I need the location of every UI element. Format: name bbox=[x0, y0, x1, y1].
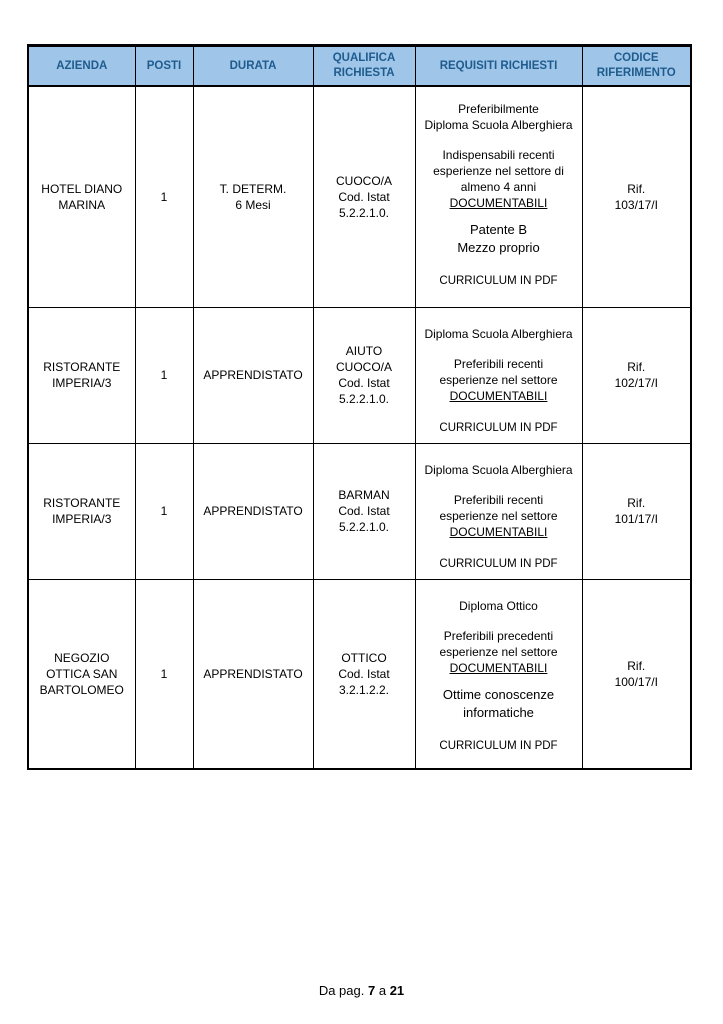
header-qualifica-line1: QUALIFICA bbox=[332, 52, 396, 64]
requisiti-line: Indispensabili recenti bbox=[442, 148, 555, 162]
qualifica-line: 3.2.1.2.2. bbox=[338, 682, 390, 697]
azienda-line: IMPERIA/3 bbox=[52, 512, 112, 526]
requisiti-line: informatiche bbox=[463, 704, 534, 720]
qualifica-line: OTTICO bbox=[341, 650, 387, 665]
cell-qualifica bbox=[313, 86, 415, 307]
curriculum-note: CURRICULUM IN PDF bbox=[439, 275, 558, 287]
job-offers-table bbox=[27, 44, 692, 770]
cell-durata bbox=[193, 86, 313, 307]
cell-posti: 1 bbox=[135, 443, 193, 579]
cell-qualifica bbox=[313, 307, 415, 443]
requisiti-line: esperienze nel settore bbox=[439, 508, 558, 523]
qualifica-line: AIUTO bbox=[345, 344, 383, 358]
header-qualifica bbox=[313, 46, 415, 87]
requisiti-line: esperienze nel settore bbox=[439, 644, 558, 659]
azienda-line: OTTICA SAN bbox=[46, 666, 118, 681]
requisiti-line: Mezzo proprio bbox=[457, 240, 540, 255]
durata-line: T. DETERM. bbox=[219, 181, 287, 196]
cell-durata: APPRENDISTATO bbox=[193, 579, 313, 769]
codice-line: Rif. bbox=[627, 360, 646, 374]
cell-requisiti bbox=[415, 443, 582, 579]
cell-codice bbox=[582, 86, 691, 307]
page-footer bbox=[0, 983, 723, 998]
cell-codice bbox=[582, 443, 691, 579]
header-durata: DURATA bbox=[193, 46, 313, 87]
azienda-line: HOTEL DIANO bbox=[41, 181, 123, 196]
durata-line: 6 Mesi bbox=[235, 197, 271, 212]
table-header-row bbox=[28, 46, 691, 87]
footer-prefix: Da pag. bbox=[318, 983, 365, 998]
footer-total-pages: 21 bbox=[389, 983, 405, 998]
requisiti-line: Diploma Scuola Alberghiera bbox=[424, 326, 573, 341]
requisiti-line: Diploma Scuola Alberghiera bbox=[424, 118, 573, 132]
documentabili-label: DOCUMENTABILI bbox=[449, 524, 548, 539]
table-row bbox=[28, 579, 691, 769]
azienda-line: IMPERIA/3 bbox=[52, 376, 112, 390]
qualifica-line: 5.2.2.1.0. bbox=[338, 520, 390, 534]
requisiti-line: Preferibili recenti bbox=[453, 492, 544, 507]
requisiti-line: Preferibili precedenti bbox=[443, 628, 554, 643]
codice-line: 102/17/I bbox=[614, 376, 658, 390]
header-posti: POSTI bbox=[135, 46, 193, 87]
header-codice-line2: RIFERIMENTO bbox=[596, 67, 676, 79]
codice-line: 103/17/I bbox=[614, 197, 658, 212]
cell-azienda bbox=[28, 86, 135, 307]
curriculum-note: CURRICULUM IN PDF bbox=[439, 557, 558, 570]
azienda-line: NEGOZIO bbox=[54, 650, 110, 665]
requisiti-line: esperienze nel settore bbox=[439, 372, 558, 387]
requisiti-line: Patente B bbox=[469, 222, 528, 237]
requisiti-line: Preferibilmente bbox=[458, 102, 539, 116]
azienda-line: MARINA bbox=[58, 197, 106, 212]
cell-azienda bbox=[28, 579, 135, 769]
cell-posti: 1 bbox=[135, 86, 193, 307]
azienda-line: RISTORANTE bbox=[43, 496, 121, 510]
requisiti-line: Diploma Scuola Alberghiera bbox=[424, 462, 573, 477]
requisiti-line: Diploma Ottico bbox=[459, 598, 538, 613]
documentabili-label: DOCUMENTABILI bbox=[449, 388, 548, 403]
codice-line: Rif. bbox=[627, 658, 646, 673]
codice-line: 100/17/I bbox=[614, 674, 658, 689]
azienda-line: RISTORANTE bbox=[43, 360, 121, 374]
qualifica-line: 5.2.2.1.0. bbox=[338, 205, 390, 220]
cell-qualifica bbox=[313, 443, 415, 579]
azienda-line: BARTOLOMEO bbox=[39, 682, 124, 697]
cell-codice bbox=[582, 579, 691, 769]
documentabili-label: DOCUMENTABILI bbox=[449, 660, 548, 675]
cell-requisiti bbox=[415, 86, 582, 307]
codice-line: 101/17/I bbox=[614, 512, 658, 526]
cell-durata: APPRENDISTATO bbox=[193, 307, 313, 443]
requisiti-line: almeno 4 anni bbox=[460, 180, 537, 194]
header-requisiti: REQUISITI RICHIESTI bbox=[415, 46, 582, 87]
cell-codice bbox=[582, 307, 691, 443]
curriculum-note: CURRICULUM IN PDF bbox=[439, 739, 558, 752]
requisiti-line: Ottime conoscenze bbox=[442, 686, 555, 702]
qualifica-line: Cod. Istat bbox=[338, 376, 390, 390]
qualifica-line: Cod. Istat bbox=[338, 189, 390, 204]
cell-posti: 1 bbox=[135, 579, 193, 769]
requisiti-line: esperienze nel settore di bbox=[433, 164, 564, 178]
table-row bbox=[28, 86, 691, 307]
table-row bbox=[28, 307, 691, 443]
requisiti-line: Preferibili recenti bbox=[453, 356, 544, 371]
cell-qualifica bbox=[313, 579, 415, 769]
qualifica-line: Cod. Istat bbox=[338, 666, 390, 681]
table-row bbox=[28, 443, 691, 579]
qualifica-line: CUOCO/A bbox=[335, 173, 392, 188]
cell-requisiti bbox=[415, 307, 582, 443]
cell-requisiti bbox=[415, 579, 582, 769]
header-qualifica-line2: RICHIESTA bbox=[333, 67, 395, 79]
codice-line: Rif. bbox=[627, 496, 646, 510]
footer-separator: a bbox=[378, 983, 387, 998]
header-codice-line1: CODICE bbox=[613, 52, 659, 64]
cell-durata: APPRENDISTATO bbox=[193, 443, 313, 579]
qualifica-line: BARMAN bbox=[338, 488, 390, 502]
curriculum-note: CURRICULUM IN PDF bbox=[439, 421, 558, 434]
cell-azienda bbox=[28, 307, 135, 443]
cell-azienda bbox=[28, 443, 135, 579]
cell-posti: 1 bbox=[135, 307, 193, 443]
header-azienda: AZIENDA bbox=[28, 46, 135, 87]
qualifica-line: Cod. Istat bbox=[338, 504, 390, 518]
footer-page-number: 7 bbox=[367, 983, 376, 998]
codice-line: Rif. bbox=[627, 181, 646, 196]
qualifica-line: CUOCO/A bbox=[335, 360, 392, 374]
header-codice bbox=[582, 46, 691, 87]
qualifica-line: 5.2.2.1.0. bbox=[338, 392, 390, 406]
documentabili-label: DOCUMENTABILI bbox=[449, 196, 548, 210]
